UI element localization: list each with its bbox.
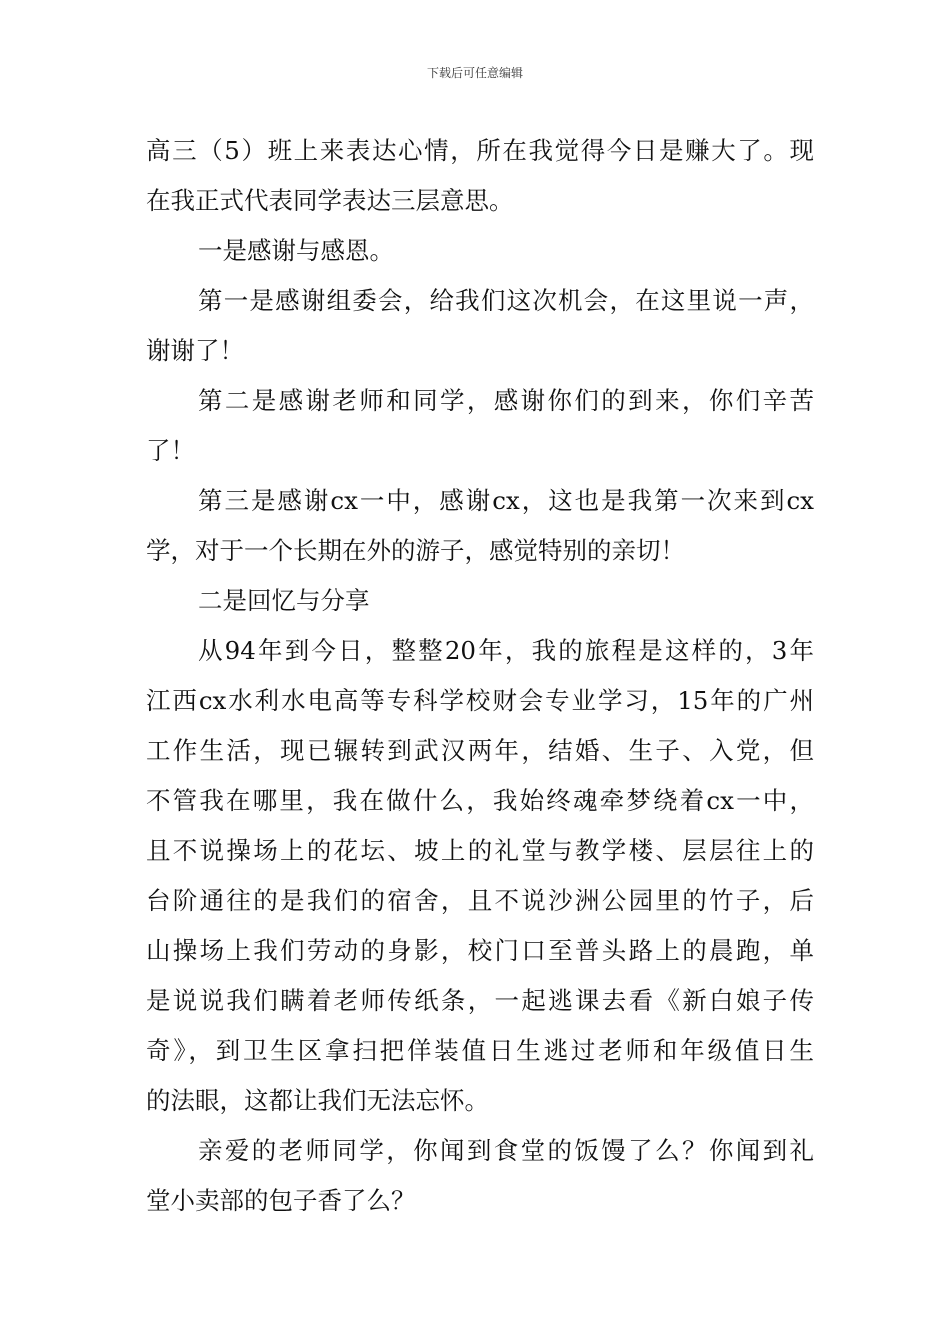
text-line: 奇》，到卫生区拿扫把佯装值日生逃过老师和年级值日生: [146, 1036, 814, 1065]
text-line: 从94年到今日，整整20年，我的旅程是这样的，3年: [198, 636, 814, 665]
text-line: 山操场上我们劳动的身影，校门口至普头路上的晨跑，单: [146, 936, 814, 965]
text-line: 的法眼，这都让我们无法忘怀。: [146, 1086, 489, 1115]
text-line: 不管我在哪里，我在做什么，我始终魂牵梦绕着cx一中，: [146, 786, 814, 815]
text-line: 高三（5）班上来表达心情，所在我觉得今日是赚大了。现: [146, 136, 814, 165]
text-line: 第二是感谢老师和同学，感谢你们的到来，你们辛苦: [198, 386, 814, 415]
text-line: 台阶通往的是我们的宿舍，且不说沙洲公园里的竹子，后: [146, 886, 814, 915]
text-line: 亲爱的老师同学，你闻到食堂的饭馒了么？你闻到礼: [198, 1136, 814, 1165]
section-heading: 二是回忆与分享: [198, 586, 370, 615]
page-header-note: 下载后可任意编辑: [426, 66, 523, 80]
section-heading: 一是感谢与感恩。: [198, 236, 394, 265]
text-line: 工作生活，现已辗转到武汉两年，结婚、生子、入党，但: [146, 736, 814, 765]
text-line: 第一是感谢组委会，给我们这次机会，在这里说一声，: [198, 286, 814, 315]
document-body: [146, 126, 814, 1226]
text-line: 了！: [146, 436, 195, 465]
text-line: 学，对于一个长期在外的游子，感觉特别的亲切！: [146, 536, 685, 565]
text-line: 是说说我们瞒着老师传纸条，一起逃课去看《新白娘子传: [146, 986, 814, 1015]
text-line: 第三是感谢cx一中，感谢cx，这也是我第一次来到cx: [198, 486, 814, 515]
text-line: 江西cx水利水电高等专科学校财会专业学习，15年的广州: [146, 686, 814, 715]
text-line: 且不说操场上的花坛、坡上的礼堂与教学楼、层层往上的: [146, 836, 814, 865]
text-line: 堂小卖部的包子香了么？: [146, 1186, 416, 1215]
text-line: 在我正式代表同学表达三层意思。: [146, 186, 514, 215]
text-line: 谢谢了！: [146, 336, 244, 365]
